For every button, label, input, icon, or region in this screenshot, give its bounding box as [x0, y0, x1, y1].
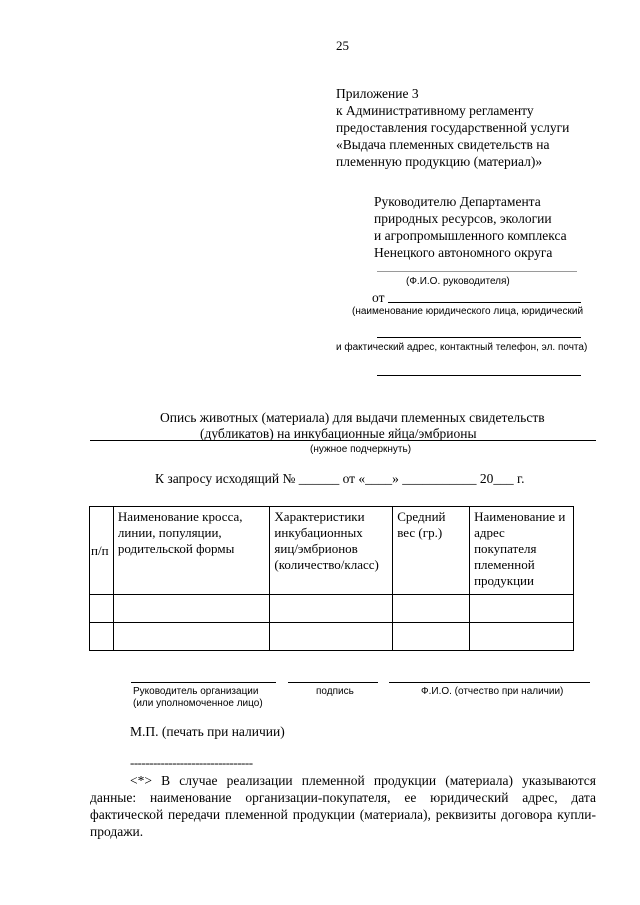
header-cell-buyer: Наименование и адрес покупателя племенной продукции: [470, 507, 574, 595]
stamp-note: М.П. (печать при наличии): [130, 724, 285, 739]
appendix-line: «Выдача племенных свидетельств на: [336, 137, 550, 152]
table-cell[interactable]: [393, 623, 470, 651]
contact-line: [377, 375, 581, 376]
signature-line: [288, 682, 378, 683]
page-number: 25: [336, 38, 349, 53]
table-cell[interactable]: [470, 623, 574, 651]
doc-title-line2: (дубликатов) на инкубационные яйца/эмбрионы: [200, 426, 477, 441]
underline-caption: (нужное подчеркнуть): [310, 444, 412, 455]
fio-head-caption: (Ф.И.О. руководителя): [406, 276, 510, 287]
table-cell[interactable]: [90, 623, 114, 651]
table-cell[interactable]: [270, 623, 393, 651]
addressee-block: [374, 193, 624, 261]
table-cell[interactable]: [270, 595, 393, 623]
footnote-text: <*> В случае реализации племенной продукции (материала) указываются данные: наименование организации-покупателя, ее юридический адрес, дата фактической передачи племенной продукции (материала), реквизиты договора купли-продажи.: [90, 773, 596, 839]
addressee-line: Руководителю Департамента: [374, 194, 541, 209]
header-cell-number: п/п: [90, 507, 114, 595]
addressee-line: Ненецкого автономного округа: [374, 245, 553, 260]
appendix-line: к Административному регламенту: [336, 103, 534, 118]
address-caption: и фактический адрес, контактный телефон, эл. почта): [336, 342, 588, 353]
table-header-row: [90, 507, 574, 595]
table-cell[interactable]: [113, 595, 270, 623]
fio-caption: Ф.И.О. (отчество при наличии): [421, 686, 564, 697]
header-cell-weight: Средний вес (гр.): [393, 507, 470, 595]
addressee-line: и агропромышленного комплекса: [374, 228, 567, 243]
authorized-caption: (или уполномоченное лицо): [133, 698, 263, 709]
fio-signature-line: [389, 682, 590, 683]
header-cell-cross: Наименование кросса, линии, популяции, родительской формы: [113, 507, 270, 595]
signature-caption: подпись: [316, 686, 354, 697]
table-cell[interactable]: [393, 595, 470, 623]
head-caption: Руководитель организации: [133, 686, 259, 697]
appendix-line: племенную продукцию (материал)»: [336, 154, 543, 169]
org-caption: (наименование юридического лица, юридический: [352, 306, 584, 317]
table-cell[interactable]: [90, 595, 114, 623]
table-cell[interactable]: [470, 595, 574, 623]
table-cell[interactable]: [113, 623, 270, 651]
inventory-table: [89, 506, 574, 651]
from-line: [388, 302, 581, 303]
request-line: К запросу исходящий № ______ от «____» ___________ 20___ г.: [155, 471, 525, 486]
appendix-block: [336, 85, 626, 170]
appendix-line: Приложение 3: [336, 86, 419, 101]
table-row: [90, 595, 574, 623]
head-signature-line: [131, 682, 276, 683]
doc-title-line1: Опись животных (материала) для выдачи племенных свидетельств: [160, 410, 545, 425]
title-underline: [90, 440, 596, 441]
header-cell-characteristics: Характеристики инкубационных яиц/эмбрионов (количество/класс): [270, 507, 393, 595]
org-address-line: [377, 337, 581, 338]
fio-head-line: [377, 271, 577, 272]
addressee-line: природных ресурсов, экологии: [374, 211, 552, 226]
appendix-line: предоставления государственной услуги: [336, 120, 570, 135]
table-row: [90, 623, 574, 651]
from-label: от: [372, 290, 385, 305]
footnote-separator: --------------------------------: [130, 755, 253, 770]
